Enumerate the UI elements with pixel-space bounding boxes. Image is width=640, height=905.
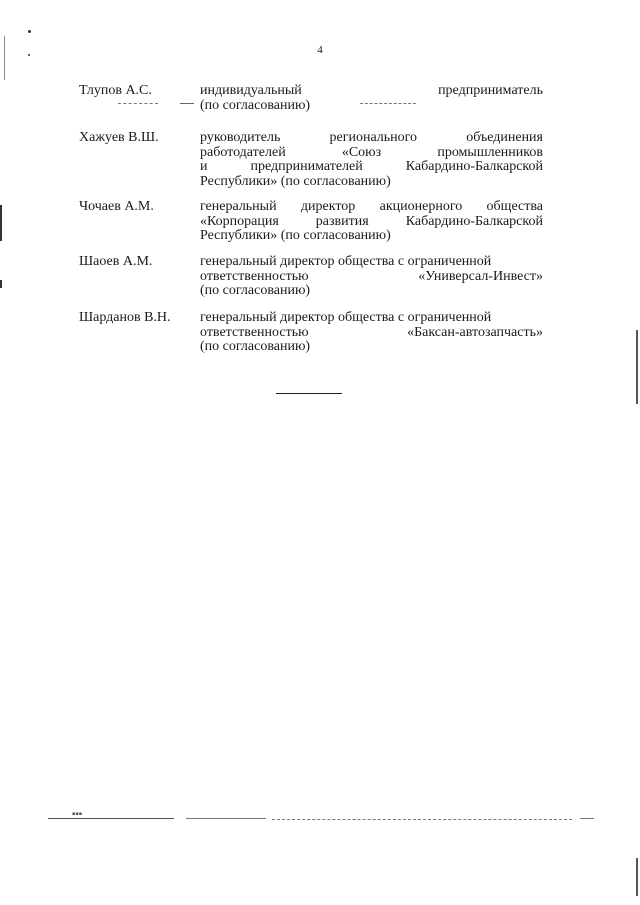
role-line: (по согласованию) xyxy=(200,283,311,298)
role-word: «Универсал-Инвест» xyxy=(418,268,543,284)
role-word: развития xyxy=(315,213,369,229)
role-word: индивидуальный xyxy=(200,83,302,98)
role-word: руководитель xyxy=(200,130,281,145)
entry-name: Чочаев А.М. xyxy=(79,199,154,214)
footer-line xyxy=(272,819,572,821)
role-line xyxy=(200,270,543,285)
role-line xyxy=(200,200,543,215)
scan-edge-right xyxy=(636,330,638,404)
role-word: и xyxy=(200,159,208,174)
scan-smudge xyxy=(118,103,158,105)
role-line: Республики» (по согласованию) xyxy=(200,173,391,189)
entry-role xyxy=(200,311,543,355)
role-word: Кабардино-Балкарской xyxy=(405,213,543,229)
footer-line xyxy=(580,818,594,819)
scan-edge-right-2 xyxy=(636,858,638,896)
role-line: генеральный директор общества с ограниченной xyxy=(200,254,492,269)
scan-smudge xyxy=(360,103,416,105)
end-rule xyxy=(276,393,342,394)
entry-name: Шарданов В.Н. xyxy=(79,310,171,325)
entry-role xyxy=(200,200,543,244)
role-word: ответственностью xyxy=(200,268,309,284)
role-line xyxy=(200,131,543,146)
footer-code-mark: ▪▪▪ xyxy=(72,811,83,817)
role-word: объединения xyxy=(466,130,543,145)
role-word: Кабардино-Балкарской xyxy=(405,159,543,174)
role-word: предпринимателей xyxy=(250,159,363,174)
page-number: 4 xyxy=(317,44,323,56)
role-line: (по согласованию) xyxy=(200,339,311,354)
entry-role xyxy=(200,255,543,299)
entry-role xyxy=(200,84,543,113)
role-word: ответственностью xyxy=(200,324,309,340)
role-word: генеральный xyxy=(200,199,277,214)
scan-edge-line xyxy=(4,36,5,80)
footer-line xyxy=(186,818,266,819)
role-word: «Союз xyxy=(341,144,382,160)
entry-name: Хажуев В.Ш. xyxy=(79,130,159,145)
role-line: (по согласованию) xyxy=(200,97,311,113)
role-word: промышленников xyxy=(437,144,543,160)
role-line xyxy=(200,215,543,230)
role-word: регионального xyxy=(329,130,418,145)
role-word: «Баксан-автозапчасть» xyxy=(407,324,543,340)
scan-edge-mark xyxy=(0,205,2,241)
role-word: предприниматель xyxy=(438,83,543,98)
role-line xyxy=(200,146,543,161)
role-word: общества xyxy=(486,199,543,214)
entry-name: Тлупов А.С. xyxy=(79,83,152,98)
scan-smudge xyxy=(180,103,194,104)
role-line: генеральный директор общества с ограниченной xyxy=(200,310,492,325)
role-word: «Корпорация xyxy=(200,213,279,229)
role-word: работодателей xyxy=(200,144,286,160)
role-word: акционерного xyxy=(379,199,463,214)
role-line xyxy=(200,84,543,99)
role-word: директор xyxy=(300,199,356,214)
footer-line xyxy=(48,818,174,819)
role-line: Республики» (по согласованию) xyxy=(200,228,391,243)
entry-name: Шаоев А.М. xyxy=(79,254,153,269)
role-line xyxy=(200,160,543,175)
scan-edge-mark-2 xyxy=(0,280,2,288)
scan-dot-top xyxy=(28,30,31,33)
entry-role xyxy=(200,131,543,189)
role-line xyxy=(200,326,543,341)
